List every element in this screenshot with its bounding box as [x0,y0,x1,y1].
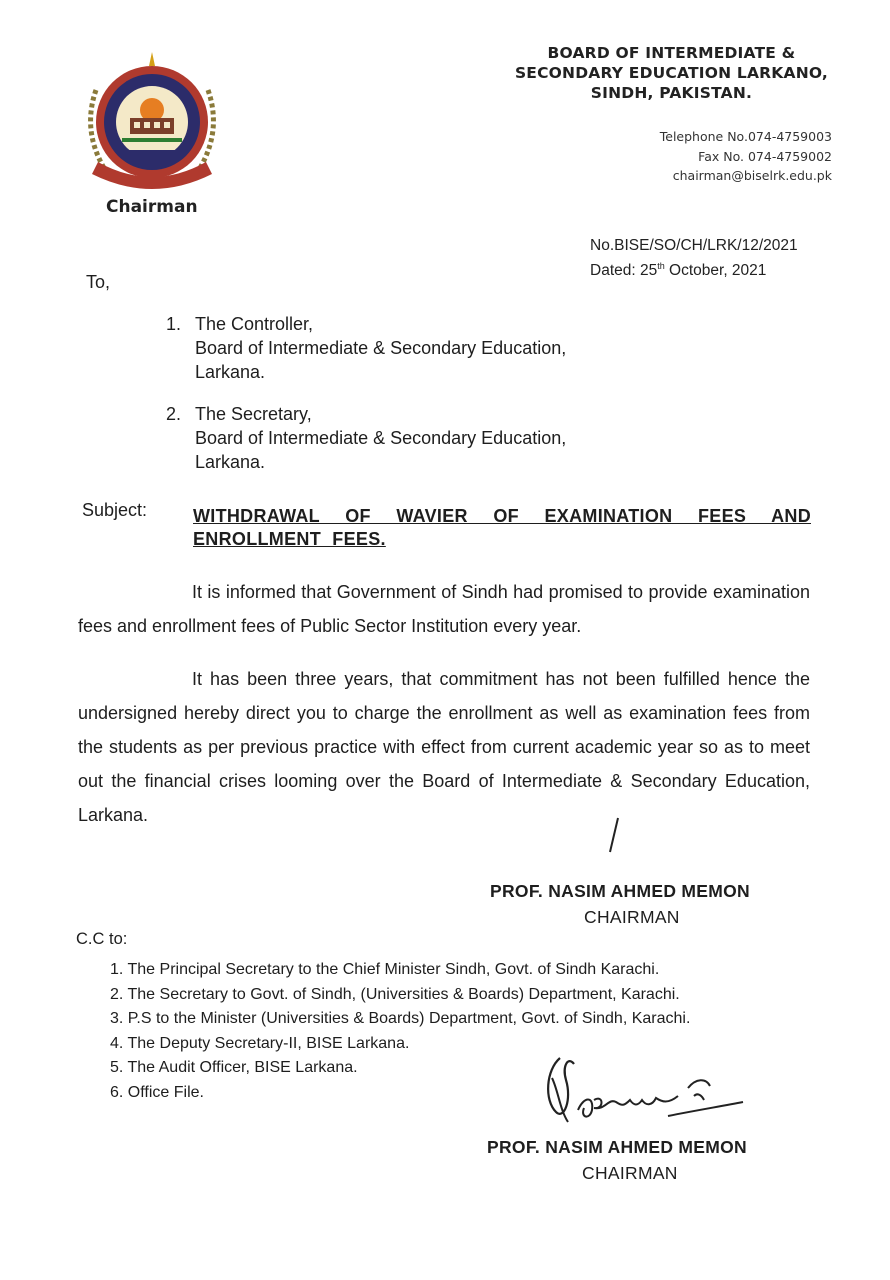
addressee-2 [166,402,566,474]
addressee-line: The Secretary, [195,404,312,424]
fax: Fax No. 074-4759002 [698,148,832,164]
addressee-number: 1. [166,314,182,334]
addressee-1 [166,312,566,384]
signatory-name-bottom: PROF. NASIM AHMED MEMON [487,1137,748,1157]
cc-item: 1. The Principal Secretary to the Chief Minister Sindh, Govt. of Sindh Karachi. [110,961,660,978]
org-line-1: BOARD OF INTERMEDIATE & [547,44,796,62]
board-seal-icon [82,50,222,190]
org-line-3: SINDH, PAKISTAN. [590,84,753,102]
addressee-number: 2. [166,404,182,424]
reference-date [590,256,798,281]
cc-item: 4. The Deputy Secretary-II, BISE Larkana. [110,1034,410,1052]
date-prefix: Dated: 25 [590,262,658,280]
org-line-2: SECONDARY EDUCATION LARKANO, [514,64,828,82]
body-paragraph-2 [78,662,810,832]
body-paragraph-1 [78,575,810,643]
paragraph-text: It is informed that Government of Sindh had promised to provide examination fees and enrollment fees of Public Sector Institution every year. [78,582,810,636]
signatory-title-bottom: CHAIRMAN [582,1163,678,1183]
reference-number: No.BISE/SO/CH/LRK/12/2021 [590,237,798,254]
cc-item: 3. P.S to the Minister (Universities & Boards) Department, Govt. of Sindh, Karachi. [110,1010,691,1027]
cc-item: 5. The Audit Officer, BISE Larkana. [110,1059,358,1076]
organization-header [515,43,828,103]
date-suffix: th [657,261,665,271]
contact-block [660,127,832,186]
addressee-line: Larkana. [195,362,266,382]
pen-mark-icon [604,816,624,856]
addressee-line: The Controller, [195,314,314,334]
cc-item: 2. The Secretary to Govt. of Sindh, (Universities & Boards) Department, Karachi. [110,985,680,1003]
telephone: Telephone No.074-4759003 [659,129,832,144]
signatory-title-top: CHAIRMAN [584,907,680,927]
to-label: To, [86,272,111,292]
board-logo [82,50,222,190]
subject-label: Subject: [82,500,148,520]
addressee-line: Board of Intermediate & Secondary Education, [195,338,567,358]
reference-block [590,235,798,281]
paragraph-text: It has been three years, that commitment has not been fulfilled hence the undersigned hereby direct you to charge the enrollment as well as examination fees from the students as per previous practice with effect from current academic year so as to meet out the financial crises looming over the Board of Intermediate & Secondary Education, Larkana. [78,669,810,825]
cc-item: 6. Office File. [110,1083,204,1101]
date-rest: October, 2021 [664,262,767,280]
handwritten-signature [538,1050,748,1130]
cc-label: C.C to: [76,930,128,948]
addressee-line: Board of Intermediate & Secondary Education, [195,428,567,448]
addressee-line: Larkana. [195,452,266,472]
email: chairman@biselrk.edu.pk [672,168,832,183]
logo-caption: Chairman [106,197,198,217]
signatory-name-top: PROF. NASIM AHMED MEMON [490,881,751,901]
subject-text: WITHDRAWAL OF WAVIER OF EXAMINATION FEES AND ENROLLMENT FEES. [193,506,811,549]
